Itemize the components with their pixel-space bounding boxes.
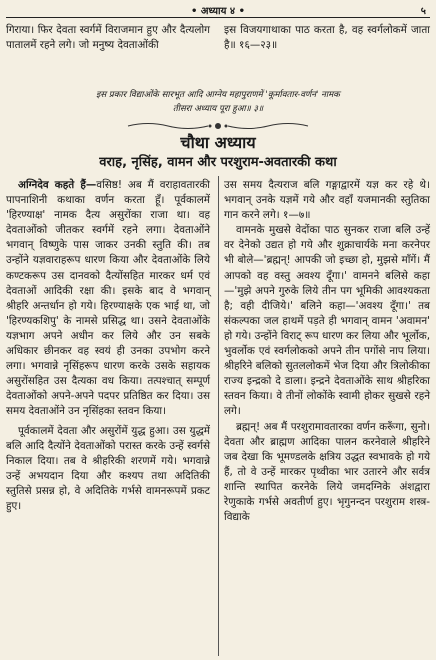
paragraph: ब्रह्मन्! अब मैं परशुरामावतारका वर्णन करूँगा, सुनो। देवता और ब्राह्मण आदिका पालन करनेवाले श्रीहरिने जब देखा कि भूमण्डलके क्षत्रिय उद्धत स्वभावके हो गये हैं, तो वे उन्हें मारकर पृथ्वीका भार उतारने और सर्वत्र शान्ति स्थापित करनेके लिये जमदग्निके अंशद्वारा रेणुकाके गर्भसे अवतीर्ण हुए। भृगुनन्दन परशुराम शस्त्र-विद्याके <box>224 420 430 524</box>
paragraph: वामनके मुखसे वेदोंका पाठ सुनकर राजा बलि उन्हें वर देनेको उद्यत हो गये और शुक्राचार्यके मना करनेपर भी बोले—'ब्रह्मन्! आपकी जो इच्छा हो, मुझसे माँगें। मैं आपको वह वस्तु अवश्य दूँगा।' वामनने बलिसे कहा—'मुझे अपने गुरुके लिये तीन पग भूमिकी आवश्यकता है; वही दीजिये।' बलिने कहा—'अवश्य दूँगा।' तब संकल्पका जल हाथमें पड़ते ही भगवान् वामन 'अवामन' हो गये। उन्होंने विराट् रूप धारण कर लिया और भूर्लोक, भुवर्लोक एवं स्वर्गलोकको अपने तीन पगोंसे नाप लिया। श्रीहरिने बलिको सुतललोकमें भेज दिया और त्रिलोकीका राज्य इन्द्रको दे डाला। इन्द्रने देवताओंके साथ श्रीहरिका स्तवन किया। वे तीनों लोकोंके स्वामी होकर सुखसे रहने लगे। <box>224 224 430 418</box>
top-left-text <box>6 23 210 53</box>
right-column <box>224 178 430 525</box>
header-rule <box>6 17 430 18</box>
paragraph <box>6 178 210 420</box>
colophon-line-1: इस प्रकार विद्याओंके सारभूत आदि आग्नेय महापुराणमें 'कूर्मावतार-वर्णन' नामक <box>96 90 340 100</box>
colophon-line-2: तीसरा अध्याय पूरा हुआ॥ ३॥ <box>172 104 264 114</box>
chapter-title: चौथा अध्याय <box>180 133 256 152</box>
page-header <box>6 3 430 17</box>
page-number: ५ <box>420 6 426 17</box>
chapter-colophon <box>6 88 430 116</box>
continued-paragraph-end: इस विजयगाथाका पाठ करता है, वह स्वर्गलोकमें जाता है॥ १६—२३॥ <box>224 24 430 52</box>
speaker-label: अग्निदेव कहते हैं— <box>18 179 97 191</box>
continued-paragraph: गिराया। फिर देवता स्वर्गमें विराजमान हुए और दैत्यलोग पातालमें रहने लगे। जो मनुष्य देवताओंकी <box>6 24 210 52</box>
paragraph: उस समय दैत्यराज बलि गङ्गाद्वारमें यज्ञ कर रहे थे। भगवान् उनके यज्ञमें गये और वहाँ यजमानकी स्तुतिका गान करने लगे। १—७॥ <box>224 179 430 222</box>
left-column <box>6 178 210 514</box>
paragraph-text: वसिष्ठ! अब मैं वराहावतारकी पापनाशिनी कथाका वर्णन करता हूँ। पूर्वकालमें 'हिरण्याक्ष' नामक दैत्य असुरोंका राजा था। वह देवताओंको जीतकर स्वर्गमें रहने लगा। देवताओंने भगवान् विष्णुके पास जाकर उनकी स्तुति की। तब उन्होंने यज्ञवाराहरूप धारण किया और देवताओंके लिये कण्टकरूप उस दानवको दैत्योंसहित मारकर धर्म एवं देवताओं आदिकी रक्षा की। इसके बाद वे भगवान् श्रीहरि अन्तर्धान हो गये। हिरण्याक्षके एक भाई था, जो 'हिरण्यकशिपु' के नामसे प्रसिद्ध था। उसने देवताओंके यज्ञभाग अपने अधीन कर लिये और उन सबके अधिकार छीनकर वह स्वयं ही उनका उपभोग करने लगा। भगवान्ने नृसिंहरूप धारण करके उसके सहायक असुरोंसहित उस दैत्यका वध किया। तत्पश्चात् सम्पूर्ण देवताओंको अपने-अपने पदपर प्रतिष्ठित कर दिया। उस समय देवताओंने उन नृसिंहका स्तवन किया। <box>6 179 210 418</box>
top-right-text <box>224 23 430 53</box>
ornament-divider <box>118 121 318 131</box>
running-head: • अध्याय ४ • <box>190 6 246 17</box>
paragraph: पूर्वकालमें देवता और असुरोंमें युद्ध हुआ। उस युद्धमें बलि आदि दैत्योंने देवताओंको परास्त करके उन्हें स्वर्गसे निकाल दिया। तब वे श्रीहरिकी शरणमें गये। भगवान्ने उन्हें अभयदान दिया और कश्यप तथा अदितिकी स्तुतिसे प्रसन्न हो, वे अदितिके गर्भसे वामनरूपमें प्रकट हुए। <box>6 424 210 512</box>
column-divider <box>218 176 219 656</box>
chapter-subtitle: वराह, नृसिंह, वामन और परशुराम-अवतारकी कथा <box>99 155 337 170</box>
